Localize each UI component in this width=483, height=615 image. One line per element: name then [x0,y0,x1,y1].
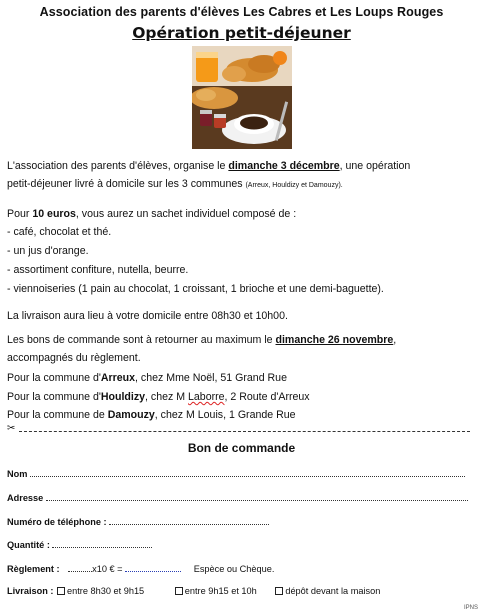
cut-line [7,424,470,436]
intro-line-2: petit-déjeuner livré à domicile sur les 3 communes (Arreux, Houldizy et Damouzy). [7,178,343,190]
return-date: dimanche 26 novembre [275,334,394,346]
quantity-field[interactable]: Quantité : [7,539,152,550]
contact-arreux: Pour la commune d'Arreux, chez Mme Noël, 51 Grand Rue [7,372,287,384]
organization-heading: Association des parents d'élèves Les Cabres et Les Loups Rouges [39,5,444,19]
offer-item: - un jus d'orange. [7,245,89,257]
page-title: Opération petit-déjeuner [132,24,351,42]
delivery-options: Livraison : entre 8h30 et 9h15 entre 9h15 et 10h dépôt devant la maison [7,586,381,596]
scissors-icon: ✂ [7,423,16,434]
contact-damouzy: Pour la commune de Damouzy, chez M Louis, 1 Grande Rue [7,409,296,421]
name-field[interactable]: Nom [7,468,465,479]
phone-field[interactable]: Numéro de téléphone : [7,516,269,527]
payment-line: Règlement : x10 € = Espèce ou Chèque. [7,564,275,574]
payment-total-field[interactable] [125,563,181,572]
price: 10 euros [32,208,76,220]
return-line-1: Les bons de commande sont à retourner au maximum le dimanche 26 novembre, [7,334,397,346]
contact-houldizy: Pour la commune d'Houldizy, chez M Laborre, 2 Route d'Arreux [7,391,310,403]
ipns-mark: IPNS [463,605,478,611]
breakfast-photo [192,46,292,149]
event-date: dimanche 3 décembre [228,160,340,172]
offer-item: - café, chocolat et thé. [7,226,112,238]
address-field[interactable]: Adresse [7,492,468,503]
payment-count-field[interactable] [68,563,92,572]
order-form-title: Bon de commande [187,441,296,455]
checkbox-option-1[interactable] [57,587,65,595]
offer-line: Pour 10 euros, vous aurez un sachet individuel composé de : [7,208,297,220]
checkbox-option-3[interactable] [275,587,283,595]
communes-note: (Arreux, Houldizy et Damouzy). [245,182,343,189]
offer-item: - viennoiseries (1 pain au chocolat, 1 croissant, 1 brioche et une demi-baguette). [7,283,384,295]
offer-item: - assortiment confiture, nutella, beurre. [7,264,189,276]
return-line-2: accompagnés du règlement. [7,352,141,364]
intro-line-1: L'association des parents d'élèves, organise le dimanche 3 décembre, une opération [7,160,411,172]
checkbox-option-2[interactable] [175,587,183,595]
delivery-text: La livraison aura lieu à votre domicile entre 08h30 et 10h00. [7,310,288,322]
